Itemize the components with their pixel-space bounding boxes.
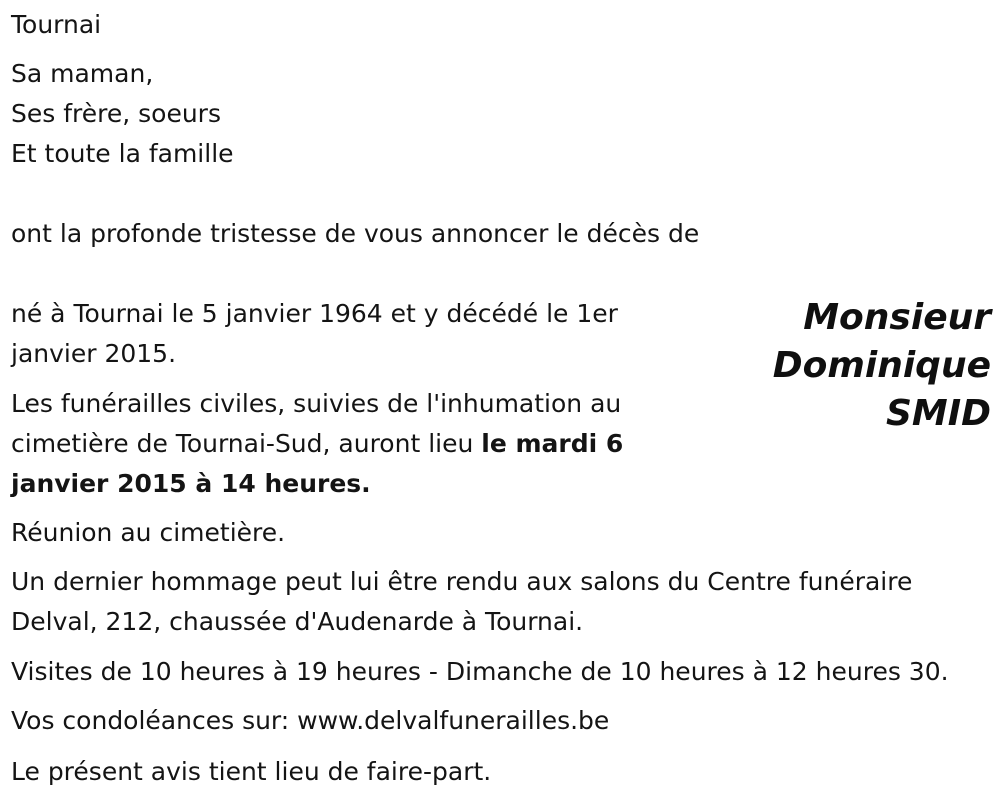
funeral-text: Les funérailles civiles, suivies de l'inhumation au cimetière de Tournai-Sud, auront lieu (11, 389, 622, 458)
birth-death-text: né à Tournai le 5 janvier 1964 et y décédé le 1er janvier 2015. (11, 299, 618, 368)
family-line-mother: Sa maman, (11, 59, 154, 88)
deceased-name (691, 294, 991, 438)
deceased-first-name: Dominique (772, 345, 991, 386)
deceased-last-name: SMID (885, 393, 991, 434)
deceased-title: Monsieur (803, 297, 991, 338)
family-line-siblings: Ses frère, soeurs (11, 99, 221, 128)
announcement-text: ont la profonde tristesse de vous annoncer le décès de (11, 219, 700, 248)
visits-text: Visites de 10 heures à 19 heures - Dimanche de 10 heures à 12 heures 30. (11, 657, 949, 686)
obituary-notice (11, 0, 991, 807)
meeting-text: Réunion au cimetière. (11, 518, 286, 547)
city-heading: Tournai (11, 10, 102, 39)
condolences-text: Vos condoléances sur: www.delvalfunerailles.be (11, 706, 610, 735)
family-line-family: Et toute la famille (11, 139, 234, 168)
tribute-text: Un dernier hommage peut lui être rendu aux salons du Centre funéraire Delval, 212, chaussée d'Audenarde à Tournai. (11, 567, 913, 636)
funeral-date: le mardi 6 janvier 2015 à 14 heures. (11, 429, 624, 498)
notice-text: Le présent avis tient lieu de faire-part. (11, 757, 492, 786)
funeral-paragraph (11, 384, 671, 504)
